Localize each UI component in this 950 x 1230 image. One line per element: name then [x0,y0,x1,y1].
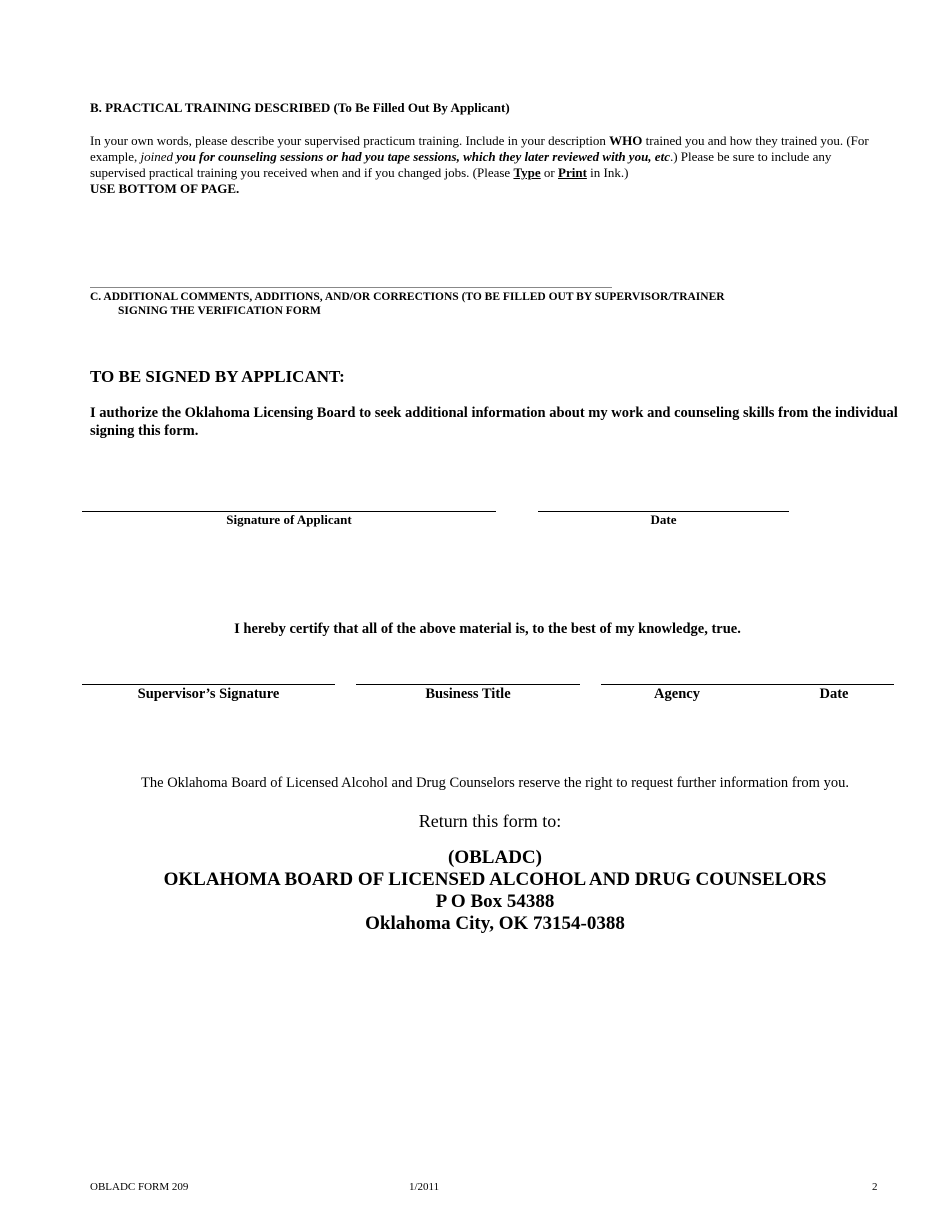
footer-date: 1/2011 [409,1181,440,1193]
section-b-answer-line[interactable] [90,287,612,288]
certification-statement: I hereby certify that all of the above material is, to the best of my knowledge, true. [234,621,741,637]
section-c-heading [90,290,725,318]
section-c-heading-line1: C. ADDITIONAL COMMENTS, ADDITIONS, AND/OR CORRECTIONS (TO BE FILLED OUT BY SUPERVISOR/TRAINER [90,291,725,303]
type-emphasis: Type [513,165,541,180]
mailing-address [0,847,950,935]
section-b-instructions [90,133,890,197]
business-title-line[interactable] [356,684,580,685]
authorization-statement: I authorize the Oklahoma Licensing Board to seek additional information about my work and counseling skills from the individual signing this form. [90,405,898,439]
agency-label: Agency [654,686,700,702]
po-box: P O Box 54388 [435,891,555,912]
use-bottom-note: USE BOTTOM OF PAGE. [90,181,240,196]
org-name: OKLAHOMA BOARD OF LICENSED ALCOHOL AND DRUG COUNSELORS [163,869,827,890]
instructions-text: trained you and how they trained you. (For example, [90,133,869,164]
return-instruction: Return this form to: [418,811,562,831]
who-emphasis: WHO [609,133,643,148]
example-emphasis: you for counseling sessions or had you tape sessions, which they later reviewed with you, etc [173,149,670,164]
instructions-text: .) Please be sure to include any supervised practical training you received when and if you changed jobs. (Please [90,149,832,180]
agency-date-line[interactable] [601,684,894,685]
instructions-text: In your own words, please describe your supervised practicum training. Include in your description [90,133,610,148]
applicant-section-title: TO BE SIGNED BY APPLICANT: [90,367,345,386]
supervisor-signature-label: Supervisor’s Signature [137,686,280,702]
instructions-text: or [540,165,559,180]
joined-italic: joined [140,149,174,164]
instructions-text: in Ink.) [586,165,629,180]
print-emphasis: Print [558,165,587,180]
city-state-zip: Oklahoma City, OK 73154-0388 [365,913,625,934]
footer-form-id: OBLADC FORM 209 [90,1181,189,1193]
reserve-right-notice: The Oklahoma Board of Licensed Alcohol and Drug Counselors reserve the right to request further information from you. [141,775,849,791]
footer-page-number: 2 [872,1181,878,1193]
section-c-heading-line2: SIGNING THE VERIFICATION FORM [118,305,321,317]
section-b-heading: B. PRACTICAL TRAINING DESCRIBED (To Be Filled Out By Applicant) [90,100,510,115]
org-abbreviation: (OBLADC) [448,847,542,868]
applicant-signature-label: Signature of Applicant [226,512,352,527]
business-title-label: Business Title [425,686,511,702]
supervisor-date-label: Date [819,686,849,702]
applicant-date-label: Date [650,512,677,527]
supervisor-signature-line[interactable] [82,684,335,685]
